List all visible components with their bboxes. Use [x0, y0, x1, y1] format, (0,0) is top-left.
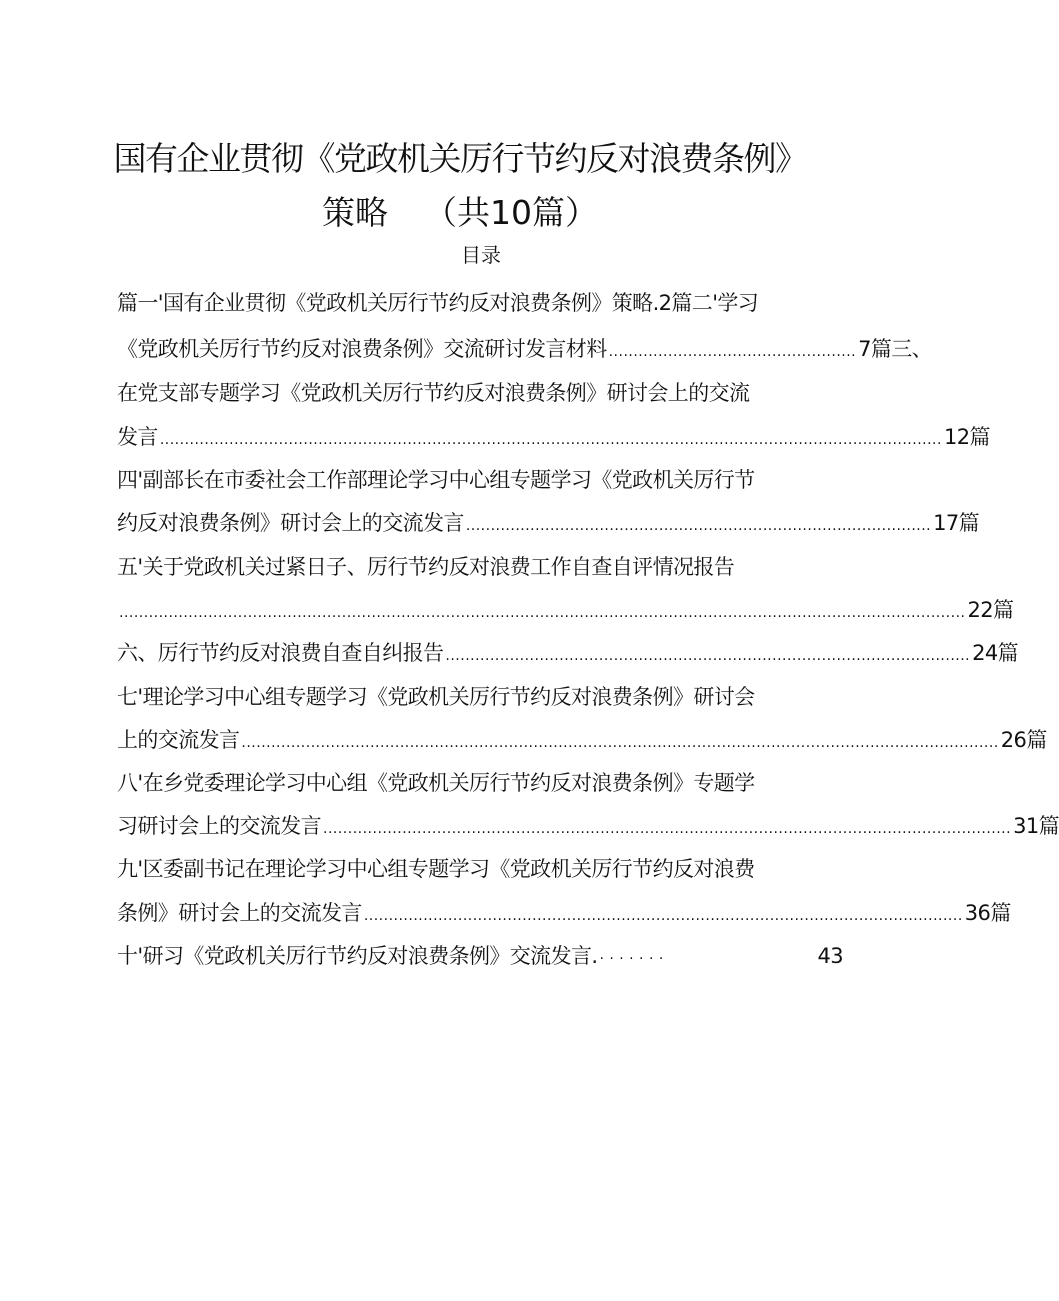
toc-page-number: 12篇 [943, 425, 990, 449]
toc-page-number: 43 [817, 944, 843, 968]
toc-page-number: 31篇 [1013, 814, 1059, 838]
toc-page-number: 26篇 [1000, 728, 1047, 752]
toc-entry-text: 八'在乡党委理论学习中心组《党政机关厉行节约反对浪费条例》专题学 [117, 771, 755, 795]
toc-leader-dots: .................................................. [608, 344, 857, 360]
toc-entry-text: 条例》研讨会上的交流发言 [117, 901, 362, 925]
toc-page-number: 24篇 [972, 641, 1019, 665]
toc-entry-line[interactable] [117, 287, 843, 319]
toc-entry-text: 上的交流发言 [117, 728, 240, 752]
toc-entry-text: 篇一'国有企业贯彻《党政机关厉行节约反对浪费条例》策略.2篇二'学习 [117, 291, 759, 315]
toc-entry-text: 六、厉行节约反对浪费自查自纠报告 [117, 641, 444, 665]
toc-page-number: 17篇 [933, 511, 980, 535]
toc-entry-line[interactable] [117, 507, 980, 542]
toc-page-number: 7篇三、 [858, 337, 933, 361]
toc-entry-line[interactable] [117, 594, 1014, 629]
toc-leader-dots: .......................................................................................................... [445, 648, 971, 664]
toc-leader-dots: ........................................................................................................................................... [323, 821, 1012, 837]
toc-entry-text: 习研讨会上的交流发言 [117, 814, 321, 838]
document-title-count: （共10篇） [424, 193, 598, 232]
toc-leader-dots: .............................................................................................. [465, 518, 932, 534]
toc-entry-line[interactable] [117, 681, 843, 713]
toc-entry-text: 七'理论学习中心组专题学习《党政机关厉行节约反对浪费条例》研讨会 [117, 685, 755, 709]
toc-entry-line[interactable] [117, 940, 843, 975]
toc-entry-text: 在党支部专题学习《党政机关厉行节约反对浪费条例》研讨会上的交流 [117, 381, 750, 405]
toc-entry-text: 九'区委副书记在理论学习中心组专题学习《党政机关厉行节约反对浪费 [117, 857, 755, 881]
toc-page-number: 22篇 [967, 598, 1014, 622]
toc-leader-dots: · · · · · · · [599, 951, 664, 967]
toc-entry-text: 发言 [117, 425, 158, 449]
toc-leader-dots: ........................................................................................................................................................................... [119, 605, 966, 621]
document-title-line-2 [60, 193, 860, 233]
toc-entry-line[interactable] [117, 897, 1011, 932]
toc-heading: 目录 [461, 243, 501, 267]
document-title-strategy: 策略 [322, 193, 388, 232]
toc-entry-line[interactable] [117, 551, 843, 583]
toc-entry-text: 十'研习《党政机关厉行节约反对浪费条例》交流发言. [117, 944, 598, 968]
toc-page-number: 36篇 [964, 901, 1011, 925]
toc-entry-line[interactable] [117, 810, 1059, 845]
toc-leader-dots: ......................................................................................................................... [363, 908, 963, 924]
toc-entry-line[interactable] [117, 637, 1019, 672]
toc-entry-line[interactable] [117, 377, 843, 409]
toc-entry-text: 五'关于党政机关过紧日子、厉行节约反对浪费工作自查自评情况报告 [117, 555, 735, 579]
toc-leader-dots: .............................................................................................................................................................. [159, 432, 942, 448]
toc-entry-line[interactable] [117, 333, 933, 368]
toc-entry-text: 《党政机关厉行节约反对浪费条例》交流研讨发言材料 [117, 337, 607, 361]
toc-leader-dots: ......................................................................................................................................................... [241, 735, 999, 751]
toc-entry-line[interactable] [117, 724, 1047, 759]
toc-entry-text: 四'副部长在市委社会工作部理论学习中心组专题学习《党政机关厉行节 [117, 468, 755, 492]
toc-entry-text: 约反对浪费条例》研讨会上的交流发言 [117, 511, 464, 535]
document-title-line-1: 国有企业贯彻《党政机关厉行节约反对浪费条例》 [113, 139, 807, 178]
toc-entry-line[interactable] [117, 853, 843, 885]
toc-entry-line[interactable] [117, 767, 843, 799]
toc-entry-line[interactable] [117, 464, 843, 496]
toc-entry-line[interactable] [117, 421, 990, 456]
